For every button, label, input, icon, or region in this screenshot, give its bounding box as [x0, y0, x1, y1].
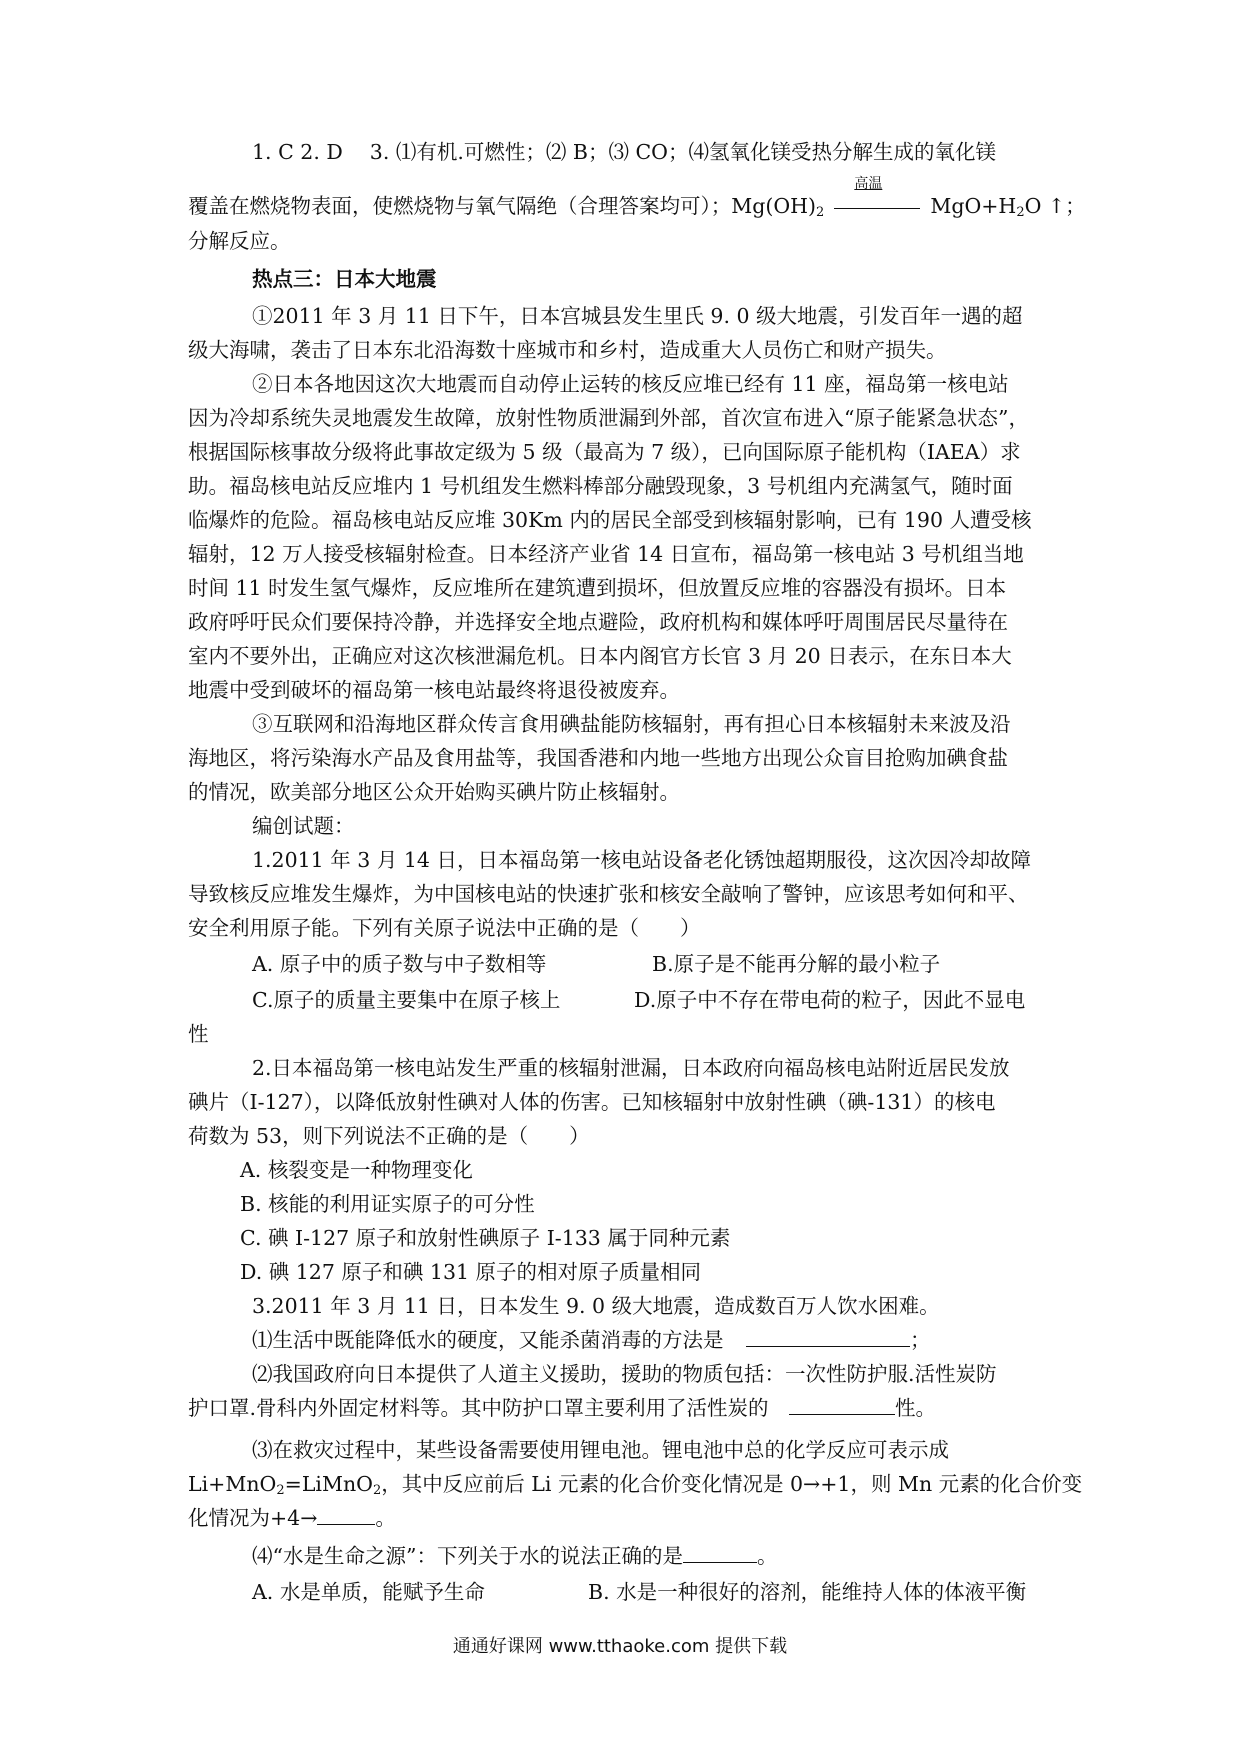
answer-text: 覆盖在燃烧物表面，使燃烧物与氧气隔绝（合理答案均可）；Mg(OH) — [188, 194, 817, 218]
question-line: 导致核反应堆发生爆炸，为中国核电站的快速扩张和核安全敲响了警钟，应该思考如何和平、 — [188, 882, 1029, 906]
option-c: C.原子的质量主要集中在原子核上 — [252, 988, 561, 1012]
answer-blank — [683, 1540, 757, 1563]
question-line: 荷数为 53，则下列说法不正确的是（ ） — [188, 1124, 590, 1148]
section-title: 热点三：日本大地震 — [252, 267, 437, 291]
question-part-3: ⑶在救灾过程中，某些设备需要使用锂电池。锂电池中总的化学反应可表示成 — [252, 1438, 949, 1462]
option-b: B. 核能的利用证实原子的可分性 — [240, 1192, 535, 1216]
paragraph-line: ②日本各地因这次大地震而自动停止运转的核反应堆已经有 11 座，福岛第一核电站 — [252, 372, 1009, 396]
page-footer: 通通好课网 www.tthaoke.com 提供下载 — [452, 1636, 788, 1657]
paragraph-line: 时间 11 时发生氢气爆炸，反应堆所在建筑遭到损坏，但放置反应堆的容器没有损坏。日本 — [188, 576, 1007, 600]
paragraph-line: ③互联网和沿海地区群众传言食用碘盐能防核辐射，再有担心日本核辐射未来波及沿 — [252, 712, 1011, 736]
answer-blank — [789, 1392, 895, 1415]
question-text: ，其中反应前后 Li 元素的化合价变化情况是 0→+1，则 Mn 元素的化合价变 — [381, 1472, 1083, 1496]
paragraph-line: 级大海啸，袭击了日本东北沿海数十座城市和乡村，造成重大人员伤亡和财产损失。 — [188, 338, 947, 362]
paragraph-line: 根据国际核事故分级将此事故定级为 5 级（最高为 7 级），已向国际原子能机构（IAEA）求 — [188, 440, 1021, 464]
subscript: 2 — [816, 205, 825, 220]
paragraph-line: 政府呼吁民众们要保持冷静，并选择安全地点避险，政府机构和媒体呼吁周围居民尽量待在 — [188, 610, 1008, 634]
formula-text: =LiMnO — [284, 1472, 373, 1496]
paragraph-line: 辐射，12 万人接受核辐射检查。日本经济产业省 14 日宣布，福岛第一核电站 3 号机组当地 — [188, 542, 1024, 566]
option-b: B.原子是不能再分解的最小粒子 — [652, 952, 941, 976]
question-line: 3.2011 年 3 月 11 日，日本发生 9. 0 级大地震，造成数百万人饮水困难。 — [252, 1294, 940, 1318]
question-text: 。 — [756, 1544, 778, 1568]
paragraph-line: 因为冷却系统失灵地震发生故障，放射性物质泄漏到外部，首次宣布进入“原子能紧急状态”， — [188, 406, 1029, 430]
option-d: D. 碘 127 原子和碘 131 原子的相对原子质量相同 — [240, 1260, 702, 1284]
question-text: 化情况为+4→ — [188, 1506, 318, 1530]
option-d-continued: 性 — [188, 1022, 209, 1046]
answer-line-2 — [188, 175, 1086, 224]
option-a: A. 水是单质，能赋予生命 — [252, 1580, 485, 1604]
answer-line-1: 1. C 2. D 3. ⑴有机.可燃性；⑵ B；⑶ CO；⑷氢氧化镁受热分解生成的氧化镁 — [252, 140, 996, 164]
question-part-4 — [252, 1540, 777, 1574]
subscript: 2 — [373, 1483, 382, 1498]
question-line — [188, 1502, 396, 1536]
paragraph-line: 的情况，欧美部分地区公众开始购买碘片防止核辐射。 — [188, 780, 680, 804]
option-d: D.原子中不存在带电荷的粒子，因此不显电 — [634, 988, 1026, 1012]
question-line: 1.2011 年 3 月 14 日，日本福岛第一核电站设备老化锈蚀超期服役，这次因冷却故障 — [252, 848, 1031, 872]
question-line — [188, 1468, 1082, 1502]
paragraph-line: ①2011 年 3 月 11 日下午，日本宫城县发生里氏 9. 0 级大地震，引发百年一遇的超 — [252, 304, 1023, 328]
question-part-2: ⑵我国政府向日本提供了人道主义援助，援助的物质包括：一次性防护服.活性炭防 — [252, 1362, 997, 1386]
question-text: ⑴生活中既能降低水的硬度，又能杀菌消毒的方法是 — [252, 1328, 724, 1352]
question-text: ⑷“水是生命之源”：下列关于水的说法正确的是 — [252, 1544, 683, 1568]
formula-text: Li+MnO — [188, 1472, 277, 1496]
paragraph-line: 临爆炸的危险。福岛核电站反应堆 30Km 内的居民全部受到核辐射影响，已有 190 人遭受核 — [188, 508, 1032, 532]
question-text: 。 — [375, 1506, 396, 1530]
reaction-arrow — [834, 175, 920, 218]
question-line: 安全利用原子能。下列有关原子说法中正确的是（ ） — [188, 916, 701, 940]
paragraph-line: 助。福岛核电站反应堆内 1 号机组发生燃料棒部分融毁现象，3 号机组内充满氢气，随时面 — [188, 474, 1013, 498]
paragraph-line: 海地区，将污染海水产品及食用盐等，我国香港和内地一些地方出现公众盲目抢购加碘食盐 — [188, 746, 1008, 770]
subscript: 2 — [1016, 205, 1025, 220]
question-text: 性。 — [895, 1396, 937, 1420]
reaction-condition: 高温 — [854, 175, 883, 192]
paragraph-line: 室内不要外出，正确应对这次核泄漏危机。日本内阁官方长官 3 月 20 日表示，在东日本大 — [188, 644, 1012, 668]
answer-line-3: 分解反应。 — [188, 229, 291, 253]
answer-blank — [317, 1502, 375, 1525]
subscript: 2 — [276, 1483, 285, 1498]
question-line: 碘片（I-127），以降低放射性碘对人体的伤害。已知核辐射中放射性碘（碘-131）的核电 — [188, 1090, 996, 1114]
option-b: B. 水是一种很好的溶剂，能维持人体的体液平衡 — [588, 1580, 1027, 1604]
created-questions-label: 编创试题： — [252, 814, 355, 838]
paragraph-line: 地震中受到破坏的福岛第一核电站最终将退役被废弃。 — [188, 678, 680, 702]
question-line: 2.日本福岛第一核电站发生严重的核辐射泄漏，日本政府向福岛核电站附近居民发放 — [252, 1056, 1010, 1080]
answer-text: MgO+H — [930, 194, 1017, 218]
question-text: ； — [910, 1328, 931, 1352]
option-a: A. 原子中的质子数与中子数相等 — [252, 952, 547, 976]
question-text: 护口罩.骨科内外固定材料等。其中防护口罩主要利用了活性炭的 — [188, 1396, 769, 1420]
question-part-1 — [252, 1324, 931, 1358]
option-c: C. 碘 I-127 原子和放射性碘原子 I-133 属于同种元素 — [240, 1226, 731, 1250]
answer-blank — [746, 1324, 910, 1347]
option-a: A. 核裂变是一种物理变化 — [240, 1158, 473, 1182]
question-line — [188, 1392, 936, 1426]
answer-text: O ↑； — [1024, 194, 1086, 218]
